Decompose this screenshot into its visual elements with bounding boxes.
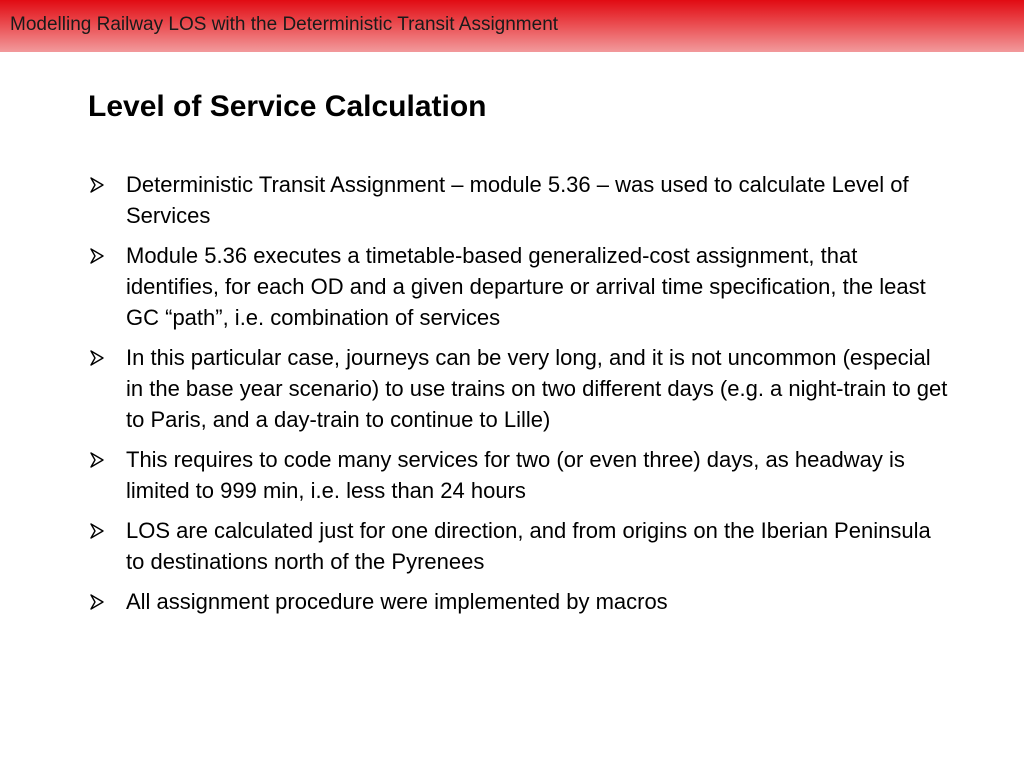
slide-title: Level of Service Calculation	[88, 90, 487, 123]
bullet-item	[88, 240, 948, 333]
bullet-item	[88, 342, 948, 435]
bullet-text: All assignment procedure were implemented by macros	[126, 589, 668, 614]
bullet-text: LOS are calculated just for one direction, and from origins on the Iberian Peninsula to destinations north of the Pyrenees	[126, 518, 931, 574]
arrow-bullet-icon	[88, 515, 110, 546]
bullet-item	[88, 444, 948, 506]
bullet-text: Deterministic Transit Assignment – module 5.36 – was used to calculate Level of Services	[126, 172, 909, 228]
bullet-text: In this particular case, journeys can be very long, and it is not uncommon (especial in the base year scenario) to use trains on two different days (e.g. a night-train to get to Paris, and a day-train to continue to Lille)	[126, 345, 948, 432]
arrow-bullet-icon	[88, 169, 110, 200]
bullet-text: Module 5.36 executes a timetable-based generalized-cost assignment, that identifies, for each OD and a given departure or arrival time specification, the least GC “path”, i.e. combination of services	[126, 243, 926, 330]
arrow-bullet-icon	[88, 240, 110, 271]
bullet-item	[88, 586, 948, 617]
arrow-bullet-icon	[88, 586, 110, 617]
arrow-bullet-icon	[88, 444, 110, 475]
bullet-list	[88, 169, 948, 626]
arrow-bullet-icon	[88, 342, 110, 373]
bullet-item	[88, 169, 948, 231]
presentation-title: Modelling Railway LOS with the Deterministic Transit Assignment	[10, 14, 559, 35]
bullet-text: This requires to code many services for two (or even three) days, as headway is limited to 999 min, i.e. less than 24 hours	[126, 447, 905, 503]
header-band	[0, 0, 1024, 52]
bullet-item	[88, 515, 948, 577]
